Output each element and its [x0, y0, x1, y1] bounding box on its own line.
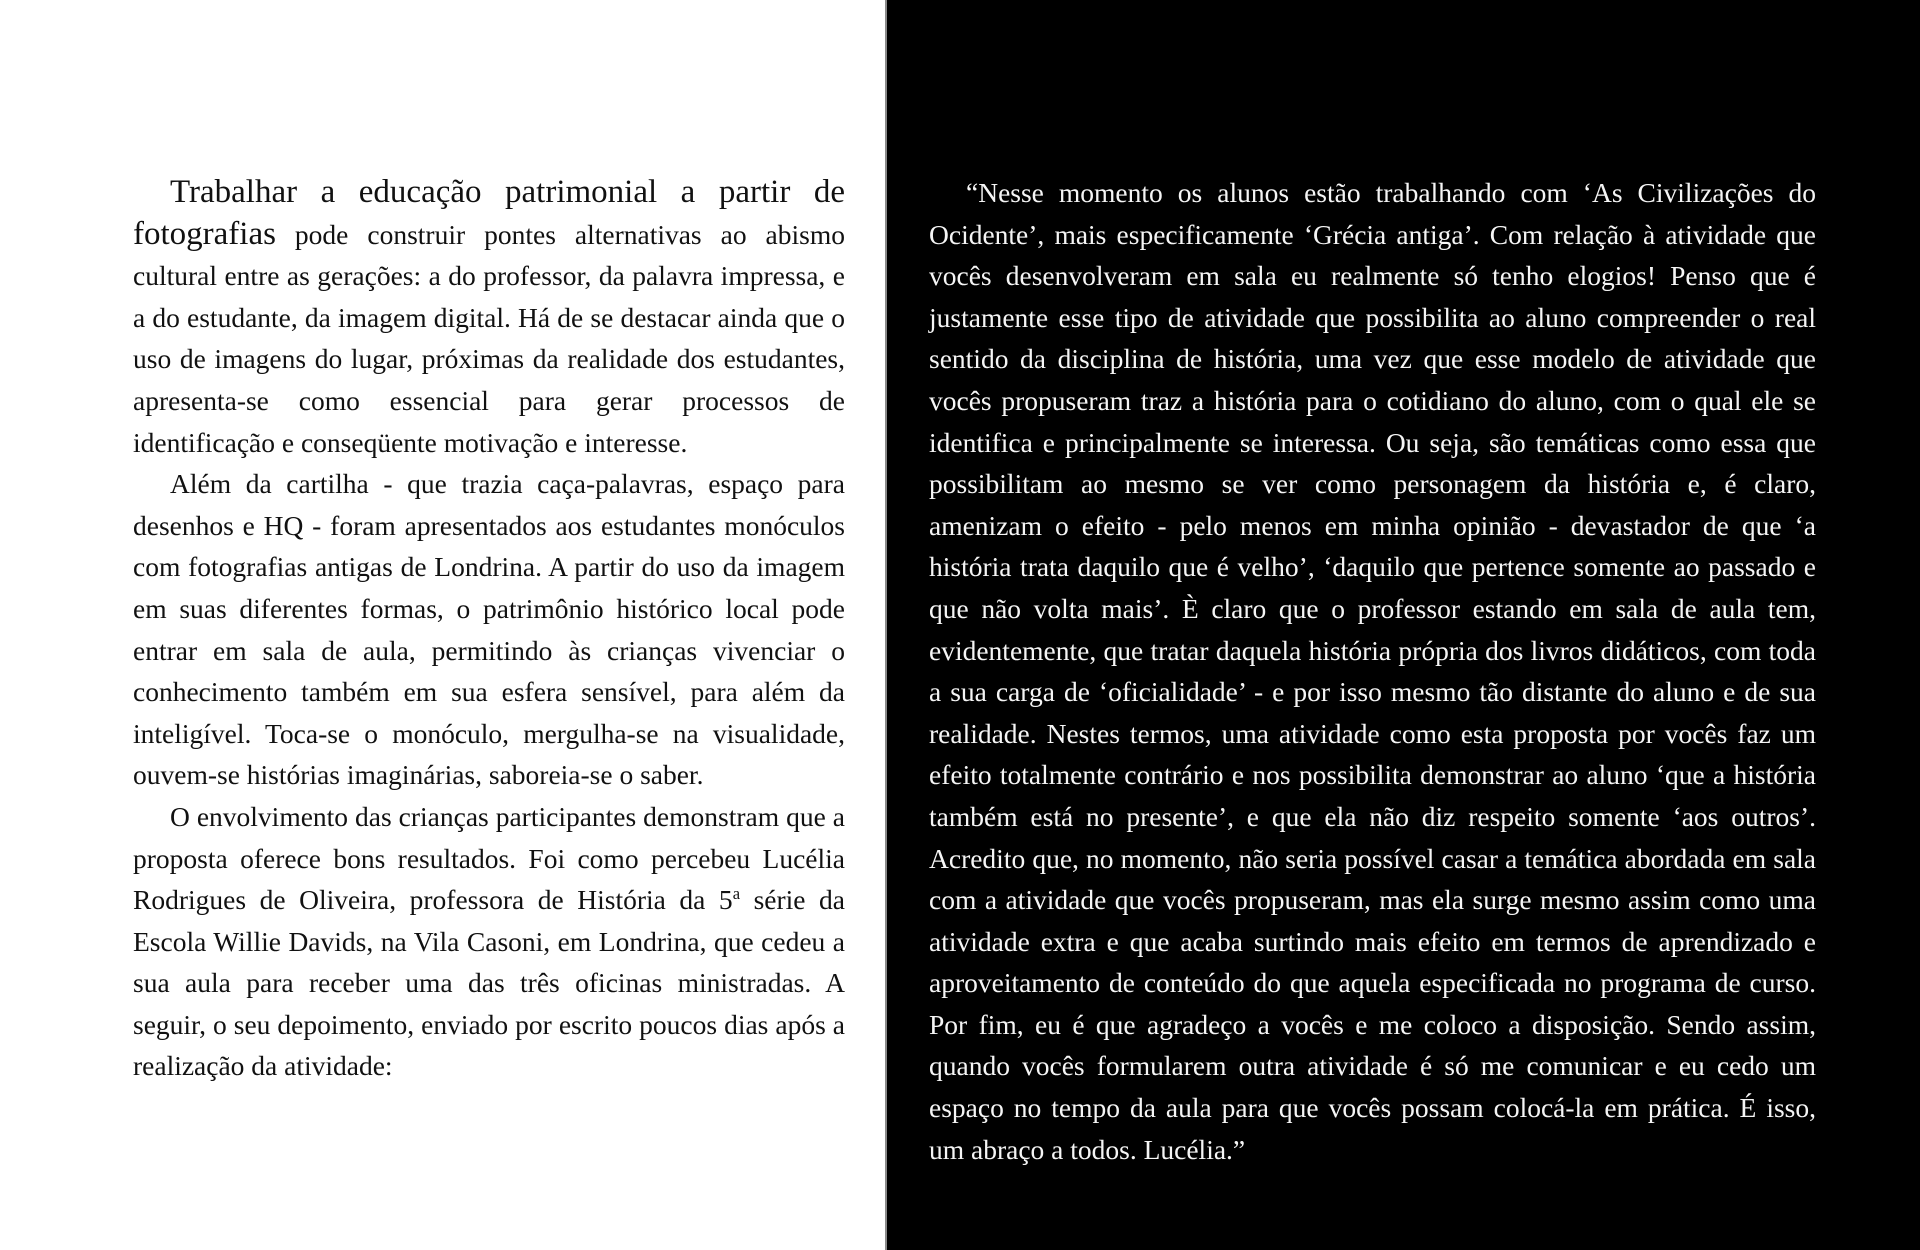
paragraph-text: Além da cartilha - que trazia caça-palavras, espaço para desenhos e HQ - foram apresentados aos estudantes monóculos com fotografias antigas de Londrina. A partir do uso da imagem em suas diferentes formas, o patrimônio histórico local pode entrar em sala de aula, permitindo às crianças vivenciar o conhecimento também em sua esfera sensível, para além da inteligível. Toca-se o monóculo, mergulha-se na visualidade, ouvem-se histórias imaginárias, saboreia-se o saber.	[133, 468, 845, 791]
paragraph-envolvimento	[133, 796, 845, 1087]
lead-phrase: Trabalhar a educação patrimonial a partir de fotografias	[133, 174, 845, 252]
paragraph-text: série da Escola Willie Davids, na Vila Casoni, em Londrina, que cedeu a sua aula para receber uma das três oficinas ministradas. A seguir, o seu depoimento, enviado por escrito poucos dias após a realização da atividade:	[133, 884, 845, 1082]
left-page	[0, 0, 885, 1250]
paragraph-text: O envolvimento das crianças participantes demonstram que a proposta oferece bons resultados. Foi como percebeu Lucélia Rodrigues de Oliveira, professora de História da 5	[133, 800, 845, 916]
paragraph-text: pode construir pontes alternativas ao abismo cultural entre as gerações: a do professor, da palavra impressa, e a do estudante, da imagem digital. Há de se destacar ainda que o uso de imagens do lugar, próximas da realidade dos estudantes, apresenta-se como essencial para gerar processos de identificação e conseqüente motivação e interesse.	[133, 218, 845, 458]
testimonial-quote: “Nesse momento os alunos estão trabalhando com ‘As Civilizações do Ocidente’, mais especificamente ‘Grécia antiga’. Com relação à atividade que vocês desenvolveram em sala eu realmente só tenho elogios! Penso que é justamente esse tipo de atividade que possibilita ao aluno compreender o real sentido da disciplina de história, uma vez que esse modelo de atividade que vocês propuseram traz a história para o cotidiano do aluno, com o qual ele se identifica e principalmente se interessa. Ou seja, são temáticas como essa que possibilitam ao mesmo se ver como personagem da história e, é claro, amenizam o efeito - pelo menos em minha opinião - devastador de que ‘a história trata daquilo que é velho’, ‘daquilo que pertence somente ao passado e que não volta mais’. È claro que o professor estando em sala de aula tem, evidentemente, que tratar daquela história própria dos livros didáticos, com toda a sua carga de ‘oficialidade’ - e por isso mesmo tão distante do aluno e de sua realidade. Nestes termos, uma atividade como esta proposta por vocês faz um efeito totalmente contrário e nos possibilita demonstrar ao aluno ‘que a história também está no presente’, e que ela não diz respeito somente ‘aos outros’. Acredito que, no momento, não seria possível casar a temática abordada em sala com a atividade que vocês propuseram, mas ela surge mesmo assim como uma atividade extra e que acaba surtindo mais efeito em termos de aprendizado e aproveitamento de conteúdo do que aquela especificada no programa de curso. Por fim, eu é que agradeço a vocês e me coloco a disposição. Sendo assim, quando vocês formularem outra atividade é só me comunicar e eu cedo um espaço no tempo da aula para que vocês possam colocá-la em prática. É isso, um abraço a todos. Lucélia.”	[929, 177, 1816, 1165]
paragraph-cartilha	[133, 463, 845, 796]
right-page	[885, 0, 1920, 1250]
left-text-column	[133, 172, 845, 1087]
paragraph-intro	[133, 172, 845, 463]
right-text-column	[929, 172, 1816, 1170]
ordinal-indicator: a	[732, 883, 741, 903]
